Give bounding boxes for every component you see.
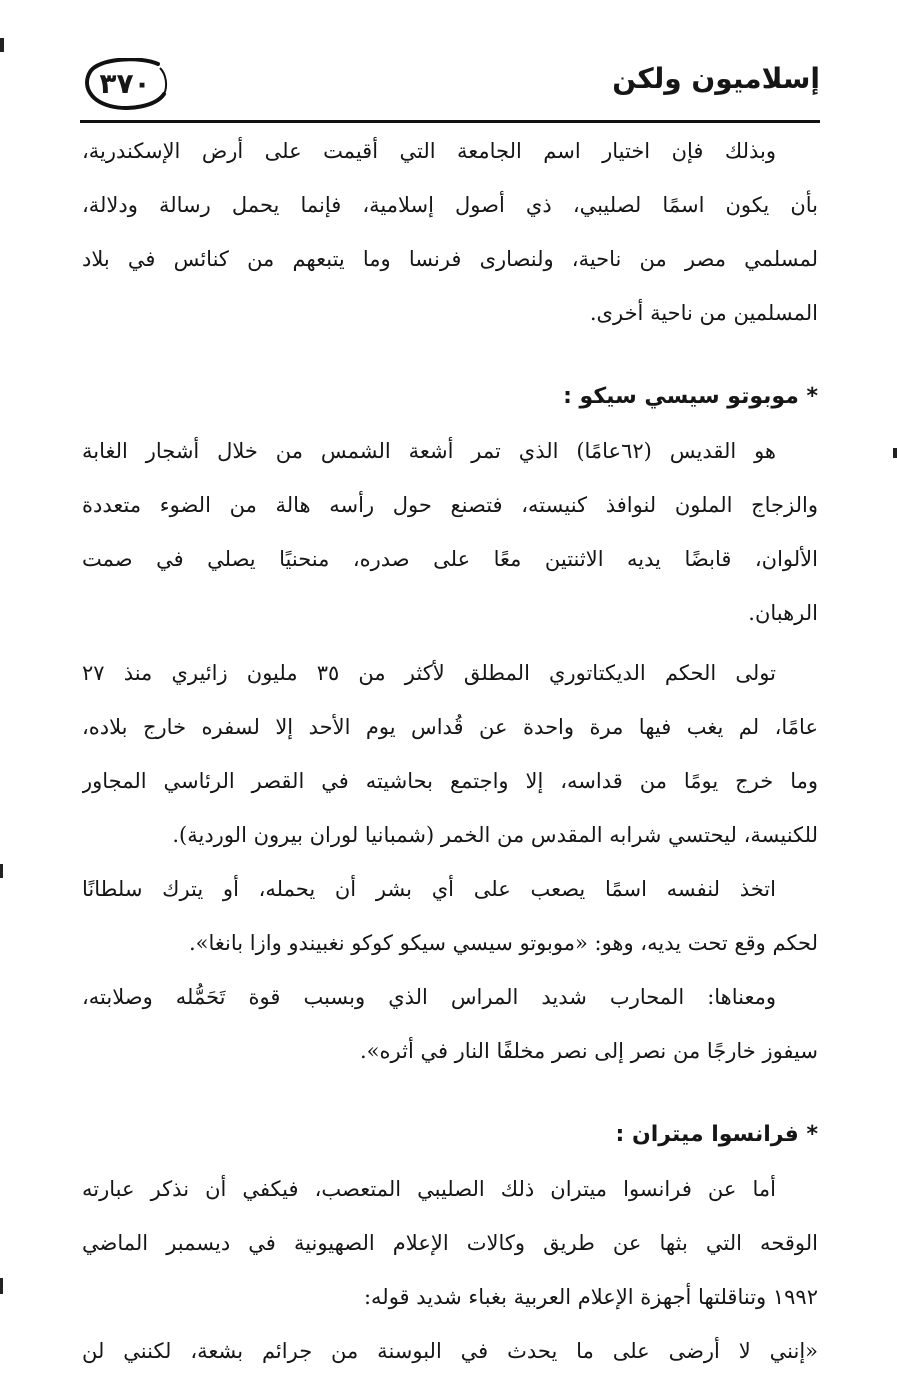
paragraph-mobutu-4 [82, 970, 818, 1078]
section-heading-mobutu: * موبوتو سيسي سيكو : [563, 384, 818, 409]
text-line: سيفوز خارجًا من نصر إلى نصر مخلفًا النار في أثره». [359, 1039, 818, 1063]
text-line: وبذلك فإن اختيار اسم الجامعة التي أقيمت على أرض الإسكندرية، [82, 139, 776, 163]
text-line: ومعناها: المحارب شديد المراس الذي وبسبب قوة تَحَمُّله وصلابته، [82, 985, 776, 1009]
section-heading-mitterrand: * فرانسوا ميتران : [615, 1122, 818, 1147]
text-line: أما عن فرانسوا ميتران ذلك الصليبي المتعصب، فيكفي أن نذكر عبارته [82, 1177, 776, 1201]
paragraph-mitterrand-1 [82, 1162, 818, 1324]
text-line: «إنني لا أرضى على ما يحدث في البوسنة من جرائم بشعة، لكنني لن [82, 1339, 818, 1363]
paragraph-intro [82, 124, 818, 340]
paragraph-mobutu-1 [82, 424, 818, 640]
text-line: للكنيسة، ليحتسي شرابه المقدس من الخمر (شمبانيا لوران بيرون الوردية). [172, 823, 818, 847]
scan-mark-right [893, 448, 897, 458]
scan-mark-top-left [0, 38, 4, 52]
text-line: بأن يكون اسمًا لصليبي، ذي أصول إسلامية، فإنما يحمل رسالة ودلالة، [82, 193, 818, 217]
page-number: ٣٧٠ [99, 66, 151, 100]
paragraph-mitterrand-2 [82, 1324, 818, 1378]
scan-mark-bottom-left [0, 1278, 3, 1294]
text-line: هو القديس (٦٢عامًا) الذي تمر أشعة الشمس من خلال أشجار الغابة [82, 439, 777, 463]
paragraph-mobutu-2 [82, 646, 818, 862]
scan-mark-left-mid [0, 864, 3, 878]
text-line: تولى الحكم الديكتاتوري المطلق لأكثر من ٣٥ مليون زائيري منذ ٢٧ [82, 661, 776, 685]
header-rule [80, 120, 820, 123]
text-line: الألوان، قابضًا يديه الاثنتين معًا على صدره، منحنيًا يصلي في صمت [82, 547, 818, 571]
text-line: الوقحه التي بثها عن طريق وكالات الإعلام الصهيونية في ديسمبر الماضي [82, 1231, 818, 1255]
text-line: ١٩٩٢ وتناقلتها أجهزة الإعلام العربية بغباء شديد قوله: [363, 1285, 818, 1309]
page-header [80, 48, 820, 118]
text-line: والزجاج الملون لنوافذ كنيسته، فتصنع حول رأسه هالة من الضوء متعددة [82, 493, 818, 517]
text-line: عامًا، لم يغب فيها مرة واحدة عن قُداس يوم الأحد إلا لسفره خارج بلاده، [82, 715, 818, 739]
page-number-badge [80, 58, 170, 108]
text-line: وما خرج يومًا من قداسه، إلا واجتمع بحاشيته في القصر الرئاسي المجاور [82, 769, 818, 793]
text-line: اتخذ لنفسه اسمًا يصعب على أي بشر أن يحمله، أو يترك سلطانًا [82, 877, 776, 901]
running-title: إسلاميون ولكن [612, 62, 820, 95]
page-body [82, 124, 818, 1378]
paragraph-mobutu-3 [82, 862, 818, 970]
text-line: الرهبان. [748, 601, 818, 625]
text-line: لحكم وقع تحت يديه، وهو: «موبوتو سيسي سيكو كوكو نغبيندو وازا بانغا». [188, 931, 818, 955]
text-line: المسلمين من ناحية أخرى. [589, 301, 818, 325]
text-line: لمسلمي مصر من ناحية، ولنصارى فرنسا وما يتبعهم من كنائس في بلاد [82, 247, 818, 271]
